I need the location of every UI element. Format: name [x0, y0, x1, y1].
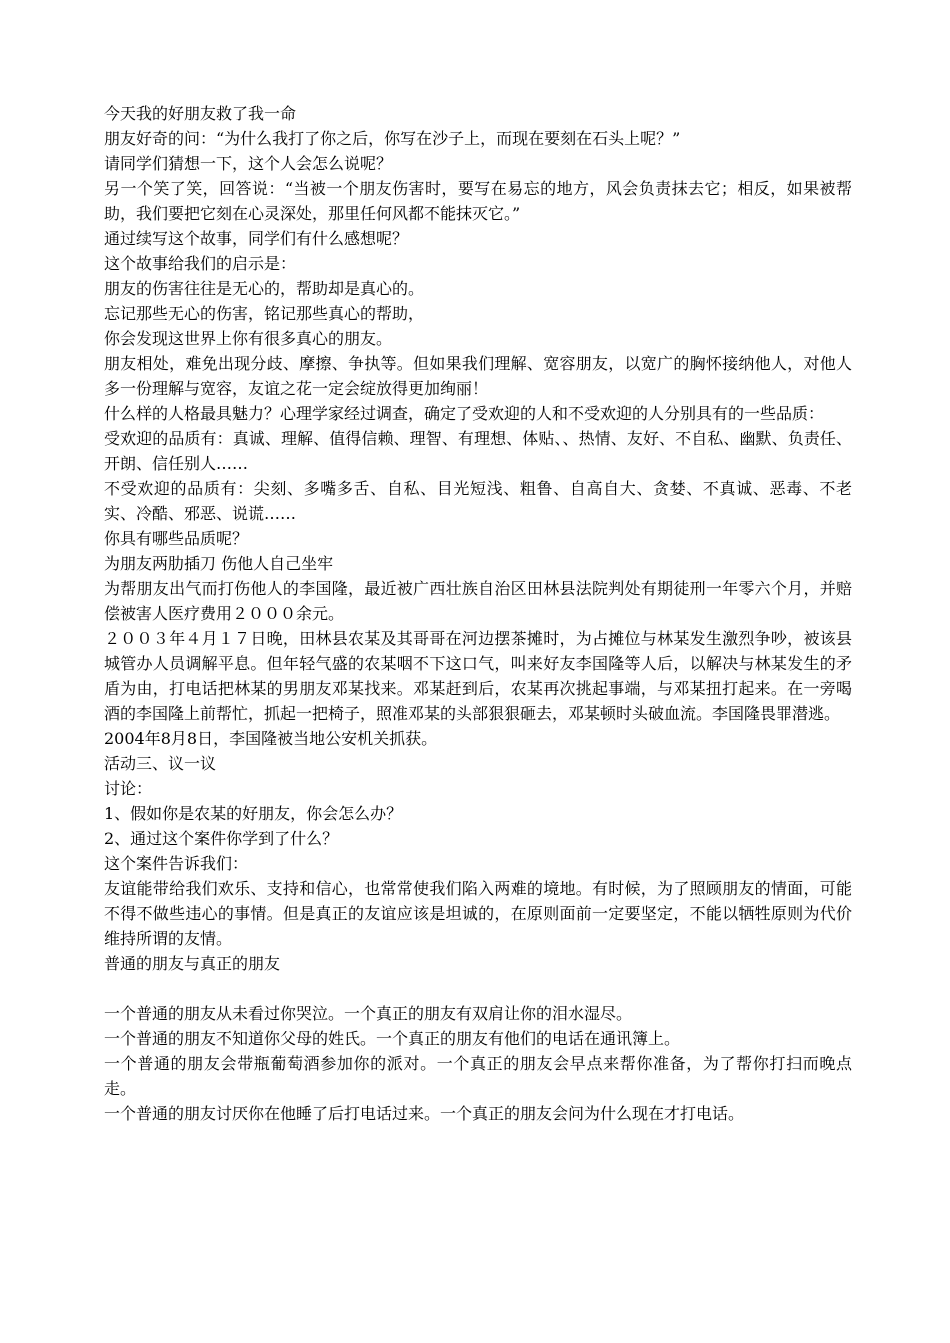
paragraph: 朋友相处，难免出现分歧、摩擦、争执等。但如果我们理解、宽容朋友，以宽广的胸怀接纳他人，对他人多一份理解与宽容，友谊之花一定会绽放得更加绚丽！ — [104, 354, 852, 398]
paragraph: 不受欢迎的品质有：尖刻、多嘴多舌、自私、目光短浅、粗鲁、自高自大、贪婪、不真诚、恶毒、不老实、冷酷、邪恶、说谎…… — [104, 479, 852, 523]
paragraph: 你具有哪些品质呢？ — [104, 529, 249, 548]
paragraph: 什么样的人格最具魅力？心理学家经过调查，确定了受欢迎的人和不受欢迎的人分别具有的一些品质： — [104, 404, 825, 423]
paragraph: 你会发现这世界上你有很多真心的朋友。 — [104, 329, 393, 348]
paragraph-title-line: 今天我的好朋友救了我一命 — [104, 104, 297, 123]
paragraph: 一个普通的朋友从未看过你哭泣。一个真正的朋友有双肩让你的泪水湿尽。 — [104, 1004, 633, 1023]
paragraph: 朋友好奇的问：“为什么我打了你之后，你写在沙子上，而现在要刻在石头上呢？” — [104, 129, 681, 148]
paragraph: 另一个笑了笑，回答说：“当被一个朋友伤害时，要写在易忘的地方，风会负责抹去它；相反，如果被帮助，我们要把它刻在心灵深处，那里任何风都不能抹灭它。” — [104, 179, 852, 223]
section-heading: 为朋友两肋插刀 伤他人自己坐牢 — [104, 554, 334, 573]
paragraph: 请同学们猜想一下，这个人会怎么说呢？ — [104, 154, 393, 173]
paragraph: 友谊能带给我们欢乐、支持和信心，也常常使我们陷入两难的境地。有时候，为了照顾朋友的情面，可能不得不做些违心的事情。但是真正的友谊应该是坦诚的，在原则面前一定要坚定，不能以牺牲原则为代价维持所谓的友情。 — [104, 879, 852, 948]
paragraph: 讨论： — [104, 779, 153, 798]
paragraph: 为帮朋友出气而打伤他人的李国隆，最近被广西壮族自治区田林县法院判处有期徒刑一年零六个月，并赔偿被害人医疗费用２０００余元。 — [104, 579, 852, 623]
section-heading: 活动三、议一议 — [104, 754, 217, 773]
paragraph: 这个故事给我们的启示是： — [104, 254, 297, 273]
paragraph: 受欢迎的品质有：真诚、理解、值得信赖、理智、有理想、体贴、、热情、友好、不自私、幽默、负责任、开朗、信任别人…… — [104, 429, 852, 473]
paragraph: 一个普通的朋友讨厌你在他睡了后打电话过来。一个真正的朋友会问为什么现在才打电话。 — [104, 1104, 745, 1123]
document-page — [104, 101, 852, 1126]
list-item: 2、通过这个案件你学到了什么？ — [104, 829, 339, 848]
blank-line — [104, 976, 852, 1001]
list-item: 1、假如你是农某的好朋友，你会怎么办？ — [104, 804, 403, 823]
paragraph: 这个案件告诉我们： — [104, 854, 249, 873]
paragraph: ２００３年４月１７日晚，田林县农某及其哥哥在河边摆茶摊时，为占摊位与林某发生激烈争吵，被该县城管办人员调解平息。但年轻气盛的农某咽不下这口气，叫来好友李国隆等人后，以解决与林某发生的矛盾为由，打电话把林某的男朋友邓某找来。邓某赶到后，农某再次挑起事端，与邓某扭打起来。在一旁喝酒的李国隆上前帮忙，抓起一把椅子，照准邓某的头部狠狠砸去，邓某顿时头破血流。李国隆畏罪潜逃。 — [104, 629, 852, 723]
paragraph: 忘记那些无心的伤害，铭记那些真心的帮助， — [104, 304, 425, 323]
paragraph: 朋友的伤害往往是无心的，帮助却是真心的。 — [104, 279, 425, 298]
paragraph: 一个普通的朋友不知道你父母的姓氏。一个真正的朋友有他们的电话在通讯簿上。 — [104, 1029, 681, 1048]
paragraph: 一个普通的朋友会带瓶葡萄酒参加你的派对。一个真正的朋友会早点来帮你准备，为了帮你打扫而晚点走。 — [104, 1054, 852, 1098]
paragraph: 2004年8月8日，李国隆被当地公安机关抓获。 — [104, 729, 438, 748]
section-heading: 普通的朋友与真正的朋友 — [104, 954, 281, 973]
paragraph: 通过续写这个故事，同学们有什么感想呢？ — [104, 229, 409, 248]
